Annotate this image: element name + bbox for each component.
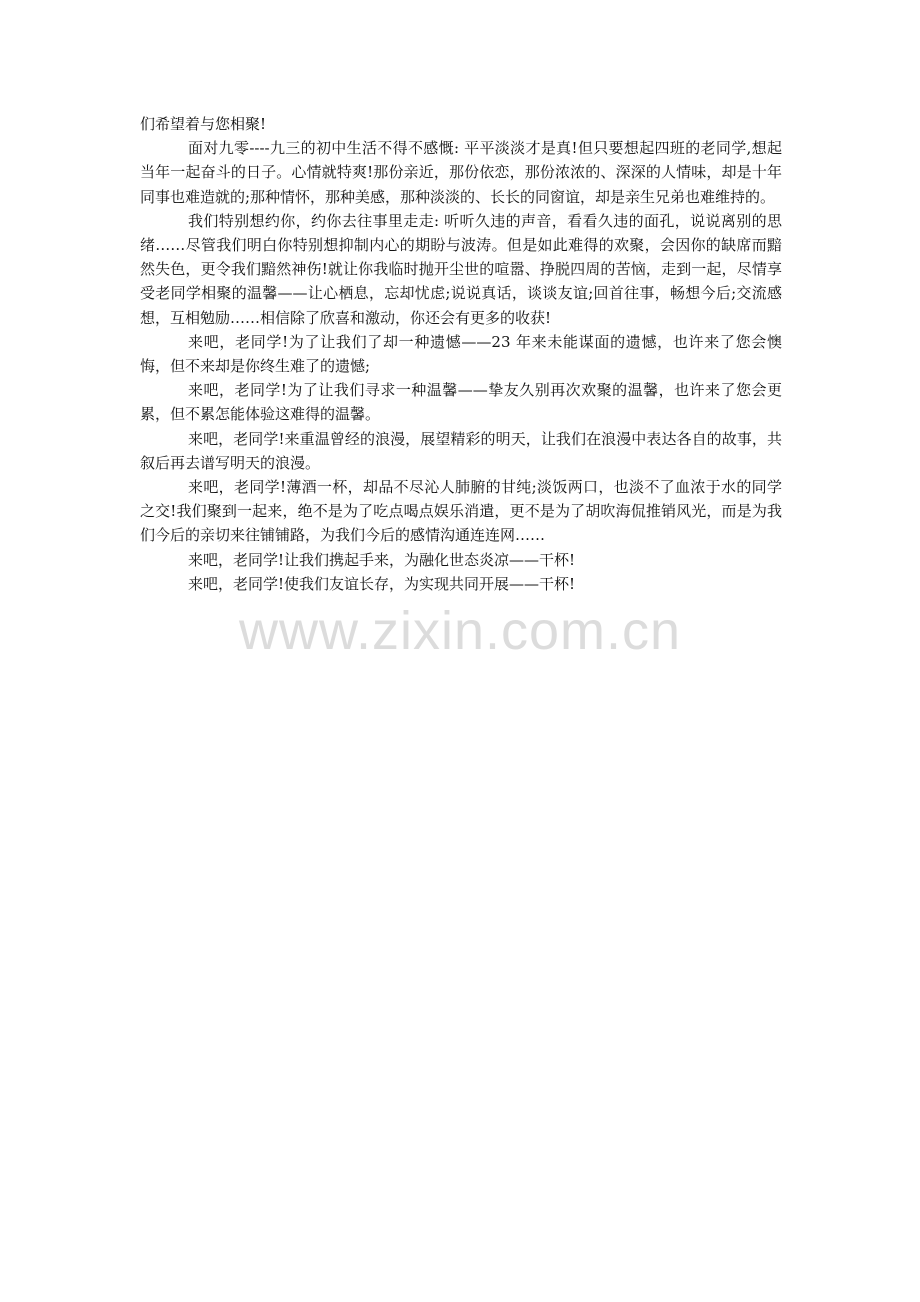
paragraph-2: 面对九零----九三的初中生活不得不感慨: 平平淡淡才是真!但只要想起四班的老同学,想起当年一起奋斗的日子。心情就特爽!那份亲近，那份依恋，那份浓浓的、深深的人情味，却是十年同事也难造就的;那种情怀，那种美感，那种淡淡的、长长的同窗谊，却是亲生兄弟也难维持的。 (140, 139, 782, 206)
paragraph-8: 来吧，老同学!让我们携起手来，为融化世态炎凉——干杯! (188, 550, 576, 569)
paragraph-6: 来吧，老同学!来重温曾经的浪漫，展望精彩的明天，让我们在浪漫中表达各自的故事，共叙后再去谱写明天的浪漫。 (140, 429, 782, 472)
watermark: www.zixin.com.cn (238, 601, 682, 661)
document-body (140, 112, 782, 596)
paragraph-1: 们希望着与您相聚! (140, 115, 267, 133)
paragraph-5: 来吧，老同学!为了让我们寻求一种温馨——挚友久别再次欢聚的温馨，也许来了您会更累，但不累怎能体验这难得的温馨。 (140, 381, 782, 424)
paragraph-9: 来吧，老同学!使我们友谊长存，为实现共同开展——干杯! (188, 574, 576, 593)
paragraph-7: 来吧，老同学!薄酒一杯，却品不尽沁人肺腑的甘纯;淡饭两口，也淡不了血浓于水的同学之交!我们聚到一起来，绝不是为了吃点喝点娱乐消遣，更不是为了胡吹海侃推销风光，而是为我们今后的亲切来往铺铺路，为我们今后的感情沟通连连网…… (140, 478, 782, 545)
paragraph-4: 来吧，老同学!为了让我们了却一种遗憾——23 年来未能谋面的遗憾，也许来了您会懊悔，但不来却是你终生难了的遗憾; (140, 332, 782, 376)
paragraph-3: 我们特别想约你，约你去往事里走走: 听听久违的声音，看看久违的面孔，说说离别的思绪……尽管我们明白你特别想抑制内心的期盼与波涛。但是如此难得的欢聚，会因你的缺席而黯然失色，更令我们黯然神伤!就让你我临时抛开尘世的喧嚣、挣脱四周的苦恼，走到一起，尽情享受老同学相聚的温馨——让心栖息，忘却忧虑;说说真话，谈谈友谊;回首往事，畅想今后;交流感想，互相勉励……相信除了欣喜和激动，你还会有更多的收获! (140, 211, 782, 327)
